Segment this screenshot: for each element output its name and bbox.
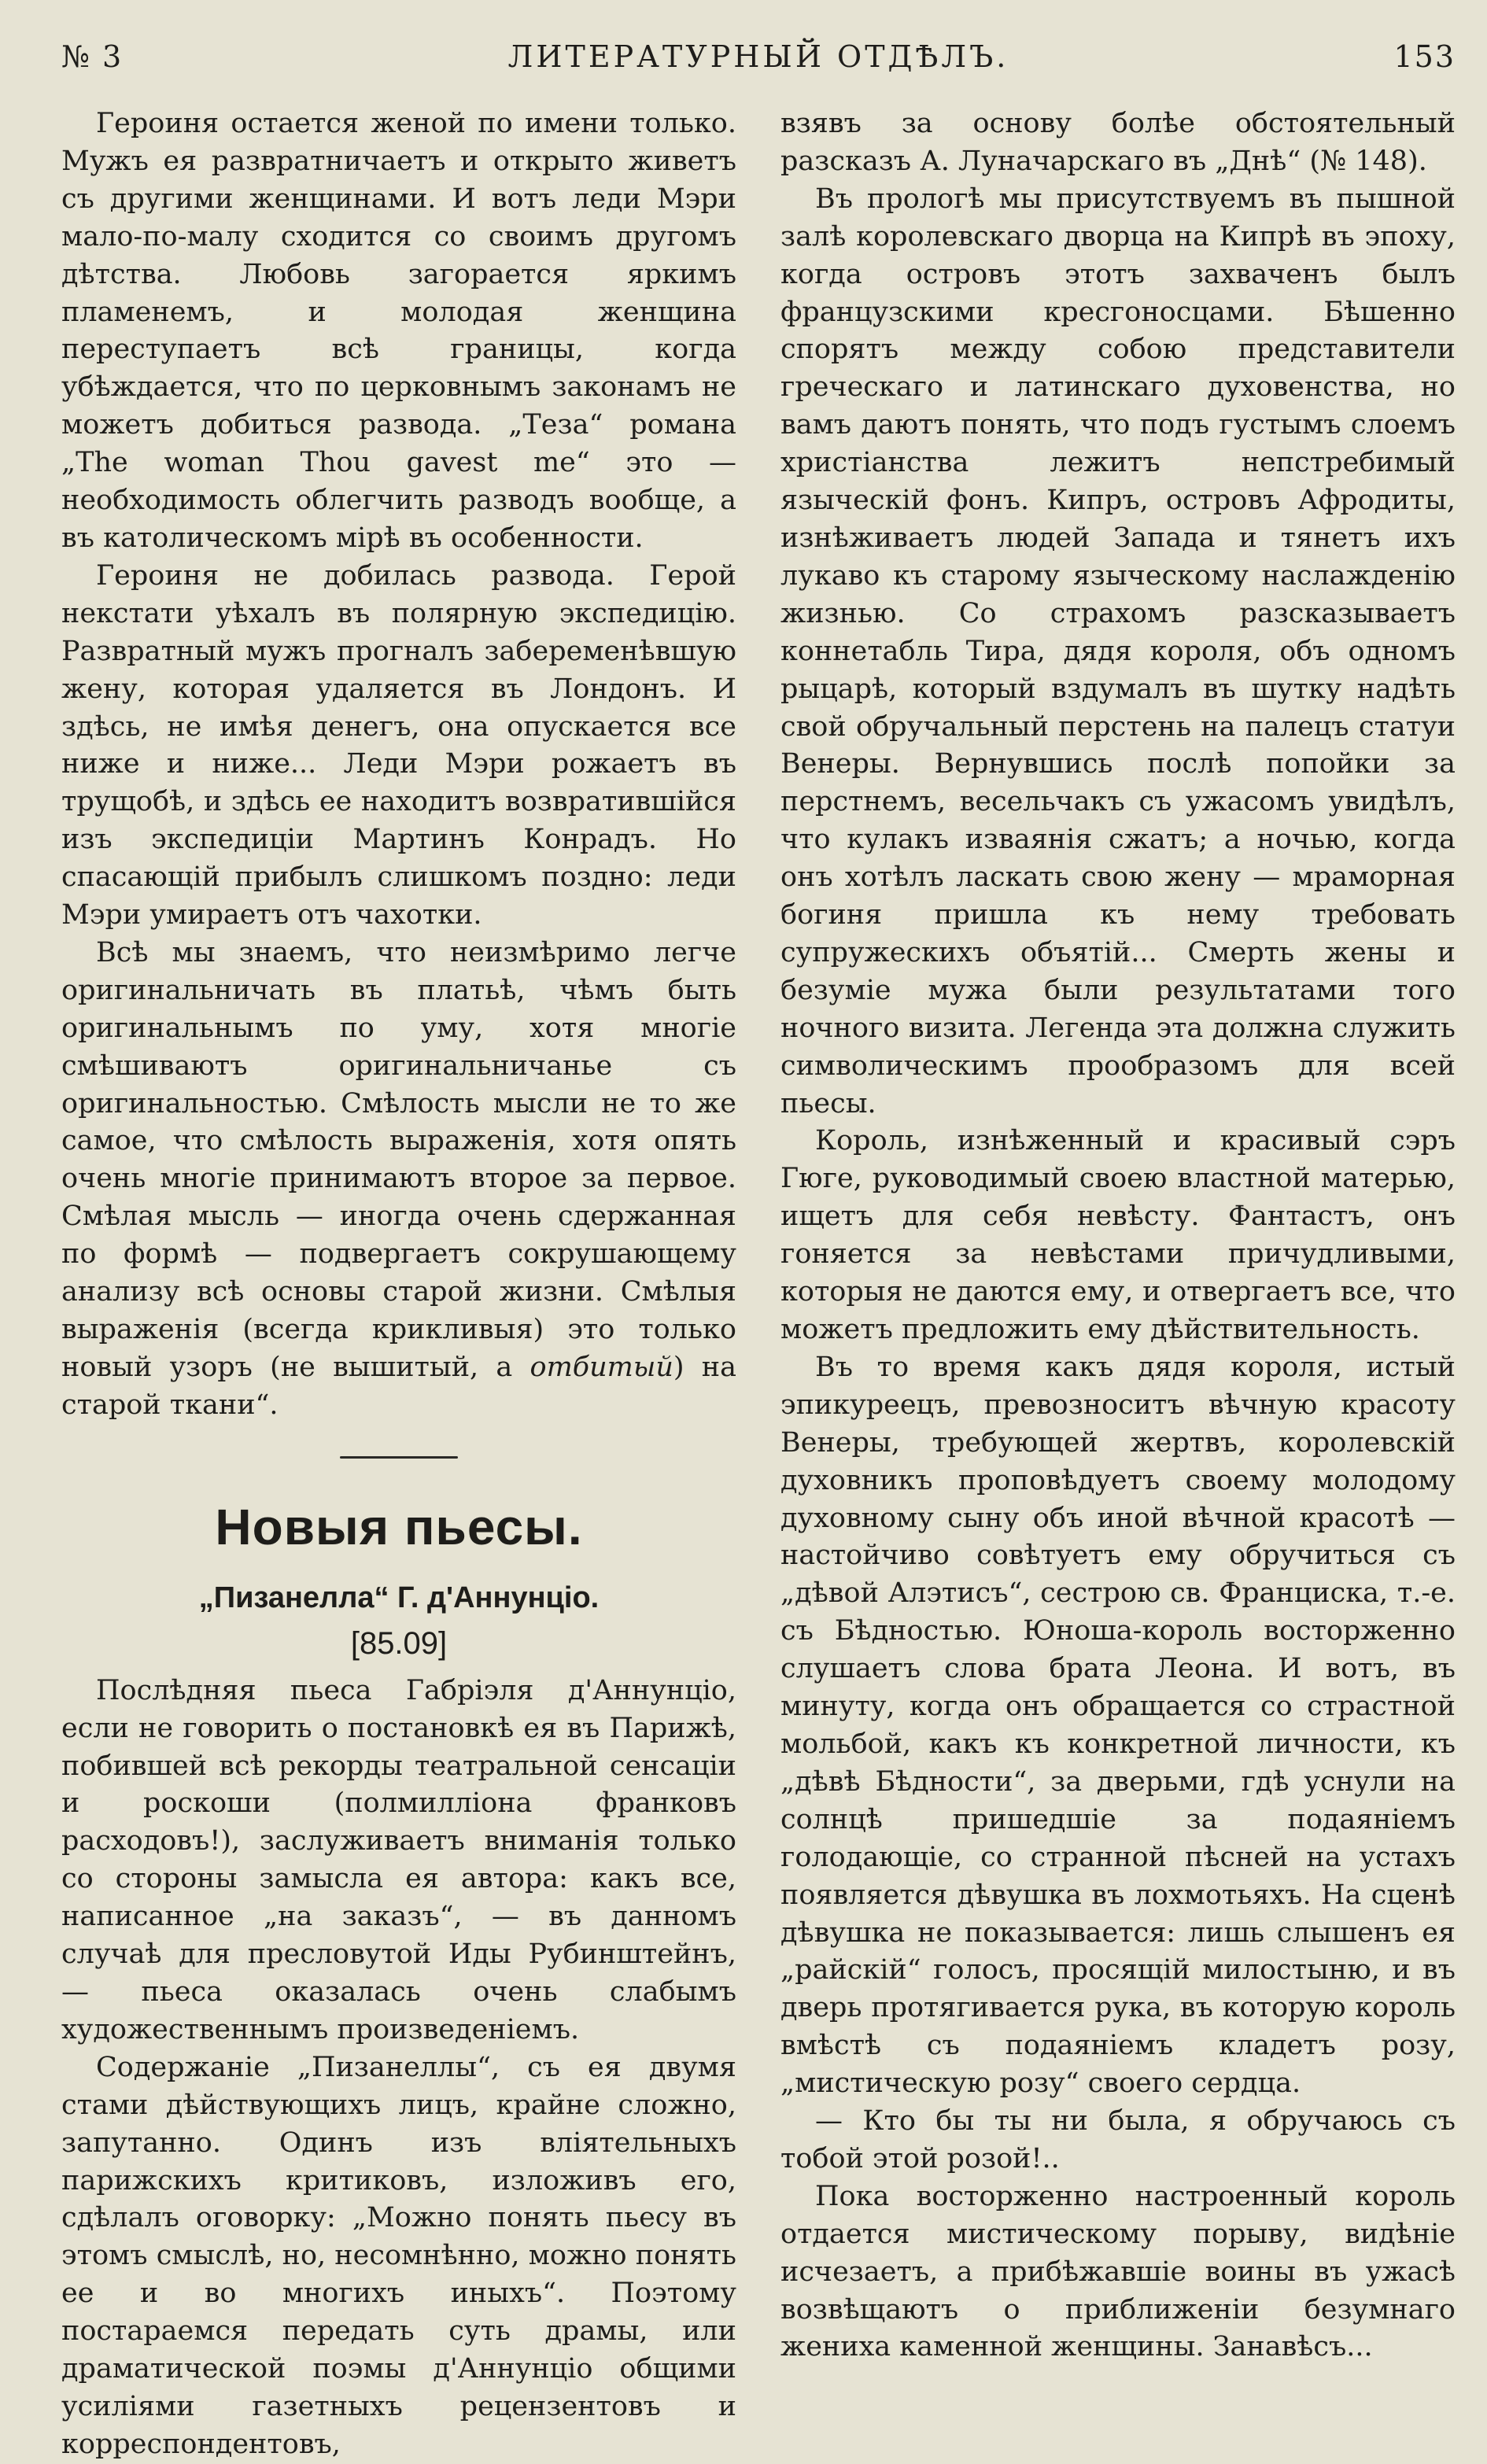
emphasized-word: отбитый (529, 1351, 673, 1383)
section-header: ЛИТЕРАТУРНЫЙ ОТДѢЛЪ. (507, 39, 1009, 74)
issue-number: № 3 (61, 39, 124, 74)
paragraph-text: ) на старой ткани“. (61, 1351, 736, 1421)
running-header (61, 31, 1456, 91)
section-title: Новыя пьесы. (215, 1498, 583, 1555)
text-columns (61, 105, 1456, 2464)
paragraph: взявъ за основу болѣе обстоятельный разсказъ А. Луначарскаго въ „Днѣ“ (№ 148). (780, 108, 1456, 177)
paragraph: Героиня остается женой по имени только. Мужъ ея развратничаетъ и открыто живетъ съ другими женщинами. И вотъ леди Мэри мало-по-малу сходится со своимъ другомъ дѣтства. Любовь загорается яркимъ пламенемъ, и молодая женщина переступаетъ всѣ границы, когда убѣждается, что по церковнымъ законамъ не можетъ добиться развода. „Теза“ романа „The woman Thou gavest me“ это — необходимость облегчить разводъ вообще, а въ католическомъ мірѣ въ особенности. (61, 108, 736, 554)
paragraph: Въ прологѣ мы присутствуемъ въ пышной залѣ королевскаго дворца на Кипрѣ въ эпоху, когда островъ этотъ захваченъ былъ французскими кресгоносцами. Бѣшенно спорятъ между собою представители греческаго и латинскаго духовенства, но вамъ даютъ понять, что подъ густымъ слоемъ христіанства лежитъ непстребимый языческій фонъ. Кипръ, островъ Афродиты, изнѣживаетъ людей Запада и тянетъ ихъ лукаво къ старому языческому наслажденію жизнью. Со страхомъ разсказываетъ коннетабль Тира, дядя короля, объ одномъ рыцарѣ, который вздумалъ въ шутку надѣть свой обручальный перстень на палецъ статуи Венеры. Вернувшись послѣ попойки за перстнемъ, весельчакъ съ ужасомъ увидѣлъ, что кулакъ изваянія сжатъ; а ночью, когда онъ хотѣлъ ласкать свою жену — мраморная богиня пришла къ нему требовать супружескихъ объятій... Смерть жены и безуміе мужа были результатами того ночного визита. Легенда эта должна служить символическимъ прообразомъ для всей пьесы. (780, 183, 1456, 1119)
paragraph: Пока восторженно настроенный король отдается мистическому порыву, видѣніе исчезаетъ, а прибѣжавшіе воины въ ужасѣ возвѣщаютъ о приближеніи безумнаго жениха каменной женщины. Занавѣсъ... (780, 2180, 1456, 2363)
article-code: [85.09] (350, 1625, 448, 1661)
page-number: 153 (1393, 39, 1456, 74)
paragraph: Въ то время какъ дядя короля, истый эпикуреецъ, превозноситъ вѣчную красоту Венеры, требующей жертвъ, королевскій духовникъ проповѣдуетъ своему молодому духовному сыну объ иной вѣчной красотѣ — настойчиво совѣтуетъ ему обручиться съ „дѣвой Алэтисъ“, сестрою св. Франциска, т.-е. съ Бѣдностью. Юноша-король восторженно слушаетъ слова брата Леона. И вотъ, въ минуту, когда онъ обращается со страстной мольбой, какъ къ конкретной личности, къ „дѣвѣ Бѣдности“, за дверьми, гдѣ уснули на солнцѣ пришедшіе за подаяніемъ голодающіе, со странной пѣсней на устахъ появляется дѣвушка въ лохмотьяхъ. На сценѣ дѣвушка не показывается: лишь слышенъ ея „райскій“ голосъ, просящій милостыню, и въ дверь протягивается рука, въ которую король вмѣстѣ съ подаяніемъ кладетъ розу, „мистическую розу“ своего сердца. (780, 1351, 1456, 2100)
article-title: „Пизанелла“ Г. д'Аннунціо. (198, 1581, 600, 1614)
paragraph-text: Всѣ мы знаемъ, что неизмѣримо легче оригинальничать въ платьѣ, чѣмъ быть оригинальнымъ по уму, хотя многіе смѣшиваютъ оригинальничанье съ оригинальностью. Смѣлость мысли не то же самое, что смѣлость выраженія, хотя опять очень многіе принимаютъ второе за первое. Смѣлая мысль — иногда очень сдержанная по формѣ — подвергаетъ сокрушающему анализу всѣ основы старой жизни. Смѣлыя выраженія (всегда крикливыя) это только новый узоръ (не вышитый, а (61, 936, 736, 1383)
paragraph: — Кто бы ты ни была, я обручаюсь съ тобой этой розой!.. (780, 2105, 1456, 2174)
paragraph (61, 935, 736, 1425)
left-column (61, 105, 736, 2464)
right-column (780, 105, 1456, 2464)
paragraph: Содержаніе „Пизанеллы“, съ ея двумя стами дѣйствующихъ лицъ, крайне сложно, запутанно. Одинъ изъ вліятельныхъ парижскихъ критиковъ, изложивъ его, сдѣлалъ оговорку: „Можно понять пьесу въ этомъ смыслѣ, но, несомнѣнно, можно понять ее и во многихъ иныхъ“. Поэтому постараемся передать суть драмы, или драматической поэмы д'Аннунціо общими усиліями газетныхъ рецензентовъ и корреспондентовъ, (61, 2051, 736, 2460)
paragraph: Героиня не добилась развода. Герой некстати уѣхалъ въ полярную экспедицію. Развратный мужъ прогналъ забеременѣвшую жену, которая удаляется въ Лондонъ. И здѣсь, не имѣя денегъ, она опускается все ниже и ниже... Леди Мэри рожаетъ въ трущобѣ, и здѣсь ее находитъ возвратившійся изъ экспедиціи Мартинъ Конрадъ. Но спасающій прибылъ слишкомъ поздно: леди Мэри умираетъ отъ чахотки. (61, 559, 736, 931)
paragraph: Послѣдняя пьеса Габріэля д'Аннунціо, если не говорить о постановкѣ ея въ Парижѣ, побившей всѣ рекорды театральной сенсаціи и роскоши (полмилліона франковъ расходовъ!), заслуживаетъ вниманія только со стороны замысла ея автора: какъ все, написанное „на заказъ“, — въ данномъ случаѣ для пресловутой Иды Рубинштейнъ, — пьеса оказалась очень слабымъ художественнымъ произведеніемъ. (61, 1674, 736, 2045)
section-divider (340, 1456, 458, 1459)
paragraph: Король, изнѣженный и красивый сэръ Гюге, руководимый своею властной матерью, ищетъ для себя невѣсту. Фантастъ, онъ гоняется за невѣстами причудливыми, которыя не даются ему, и отвергаетъ все, что можетъ предложить ему дѣйствительность. (780, 1125, 1456, 1345)
